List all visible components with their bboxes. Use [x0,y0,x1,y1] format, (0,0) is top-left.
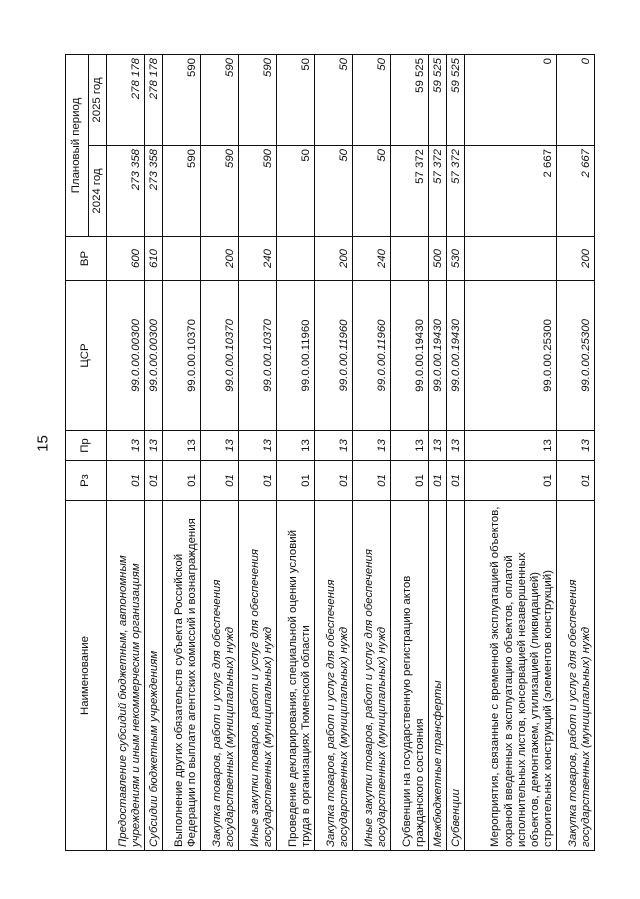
budget-table [65,54,595,851]
cell-2025: 278 178 [107,55,145,146]
cell-name: Предоставление субсидий бюджетным, автономным учреждениям и иным некоммерческим организациям [107,501,145,851]
cell-pr: 13 [465,431,557,461]
cell-csr: 99.0.00.10370 [201,281,239,431]
cell-name: Субсидии бюджетным учреждениям [145,501,163,851]
cell-vr: 200 [557,237,595,281]
cell-rz: 01 [201,461,239,501]
cell-pr: 13 [315,431,353,461]
cell-2025: 0 [465,55,557,146]
cell-rz: 01 [107,461,145,501]
cell-name: Субвенции [447,501,465,851]
cell-name: Выполнение других обязательств субъекта Российской Федерации по выплате агентских комиссий и вознаграждения [163,501,201,851]
cell-pr: 13 [391,431,429,461]
cell-rz: 01 [353,461,391,501]
cell-2024: 273 358 [107,146,145,237]
table-row [107,55,145,851]
cell-vr: 500 [429,237,447,281]
cell-csr: 99.0.00.25300 [465,281,557,431]
table-row [353,55,391,851]
cell-pr: 13 [447,431,465,461]
cell-2024: 2 667 [557,146,595,237]
cell-csr: 99.0.00.00300 [145,281,163,431]
cell-vr: 200 [201,237,239,281]
table-row [465,55,557,851]
cell-name: Закупка товаров, работ и услуг для обеспечения государственных (муниципальных) нужд [201,501,239,851]
table-row [315,55,353,851]
table-row [145,55,163,851]
cell-2025: 0 [557,55,595,146]
cell-name: Закупка товаров, работ и услуг для обеспечения государственных (муниципальных) нужд [315,501,353,851]
cell-2025: 50 [277,55,315,146]
cell-2025: 590 [163,55,201,146]
cell-pr: 13 [239,431,277,461]
header-pr: Пр [66,431,107,461]
table-row [391,55,429,851]
cell-2025: 590 [201,55,239,146]
cell-rz: 01 [145,461,163,501]
cell-csr: 99.0.00.11960 [315,281,353,431]
cell-rz: 01 [447,461,465,501]
header-vr: ВР [66,237,107,281]
cell-rz: 01 [239,461,277,501]
cell-name: Субвенции на государственную регистрацию актов гражданского состояния [391,501,429,851]
cell-2024: 2 667 [465,146,557,237]
cell-2024: 590 [201,146,239,237]
cell-pr: 13 [163,431,201,461]
cell-csr: 99.0.00.11960 [277,281,315,431]
cell-2025: 50 [353,55,391,146]
cell-rz: 01 [163,461,201,501]
cell-2025: 59 525 [391,55,429,146]
cell-rz: 01 [557,461,595,501]
table-row [447,55,465,851]
cell-csr: 99.0.00.19430 [391,281,429,431]
table-row [557,55,595,851]
header-year-2024: 2024 год [89,146,107,237]
cell-rz: 01 [277,461,315,501]
cell-vr [465,237,557,281]
cell-name: Проведение декларирования, специальной оценки условий труда в организациях Тюменской области [277,501,315,851]
cell-csr: 99.0.00.19430 [429,281,447,431]
cell-pr: 13 [277,431,315,461]
cell-2025: 590 [239,55,277,146]
cell-name: Иные закупки товаров, работ и услуг для обеспечения государственных (муниципальных) нужд [353,501,391,851]
cell-pr: 13 [429,431,447,461]
cell-name: Мероприятия, связанные с временной эксплуатацией объектов, охраной введенных в эксплуатацию объектов, оплатой исполнительных листов, консервацией незавершенных объектов, демонтажем, утилизацией (ликвидацией) строительных конструкций (элементов конструкций) [465,501,557,851]
cell-csr: 99.0.00.00300 [107,281,145,431]
table-row [429,55,447,851]
cell-pr: 13 [353,431,391,461]
cell-2024: 57 372 [447,146,465,237]
cell-2025: 50 [315,55,353,146]
cell-2024: 50 [277,146,315,237]
cell-vr: 200 [315,237,353,281]
table-row [277,55,315,851]
cell-pr: 13 [557,431,595,461]
cell-2025: 59 525 [429,55,447,146]
cell-vr: 240 [353,237,391,281]
cell-pr: 13 [145,431,163,461]
cell-rz: 01 [465,461,557,501]
cell-2024: 273 358 [145,146,163,237]
cell-2025: 278 178 [145,55,163,146]
cell-pr: 13 [201,431,239,461]
cell-vr [391,237,429,281]
cell-name: Межбюджетные трансферты [429,501,447,851]
budget-table-container [65,55,592,851]
cell-csr: 99.0.00.10370 [239,281,277,431]
cell-pr: 13 [107,431,145,461]
header-csr: ЦСР [66,281,107,431]
header-rz: Рз [66,461,107,501]
cell-rz: 01 [315,461,353,501]
cell-2025: 59 525 [447,55,465,146]
cell-vr: 610 [145,237,163,281]
rotated-page-content [65,55,592,851]
cell-2024: 590 [163,146,201,237]
cell-2024: 50 [353,146,391,237]
cell-vr: 530 [447,237,465,281]
header-name: Наименование [66,501,107,851]
cell-2024: 50 [315,146,353,237]
table-row [163,55,201,851]
cell-name: Закупка товаров, работ и услуг для обеспечения государственных (муниципальных) нужд [557,501,595,851]
header-planning-period: Плановый период [66,55,89,237]
cell-name: Иные закупки товаров, работ и услуг для обеспечения государственных (муниципальных) нужд [239,501,277,851]
cell-vr: 600 [107,237,145,281]
cell-csr: 99.0.00.11960 [353,281,391,431]
table-body [107,55,595,851]
cell-csr: 99.0.00.25300 [557,281,595,431]
page-number: 15 [34,435,52,452]
cell-csr: 99.0.00.10370 [163,281,201,431]
cell-2024: 57 372 [391,146,429,237]
table-header [66,55,107,851]
cell-rz: 01 [429,461,447,501]
header-year-2025: 2025 год [89,55,107,146]
table-row [201,55,239,851]
cell-2024: 590 [239,146,277,237]
cell-rz: 01 [391,461,429,501]
cell-vr: 240 [239,237,277,281]
cell-2024: 57 372 [429,146,447,237]
cell-csr: 99.0.00.19430 [447,281,465,431]
table-row [239,55,277,851]
cell-vr [277,237,315,281]
cell-vr [163,237,201,281]
